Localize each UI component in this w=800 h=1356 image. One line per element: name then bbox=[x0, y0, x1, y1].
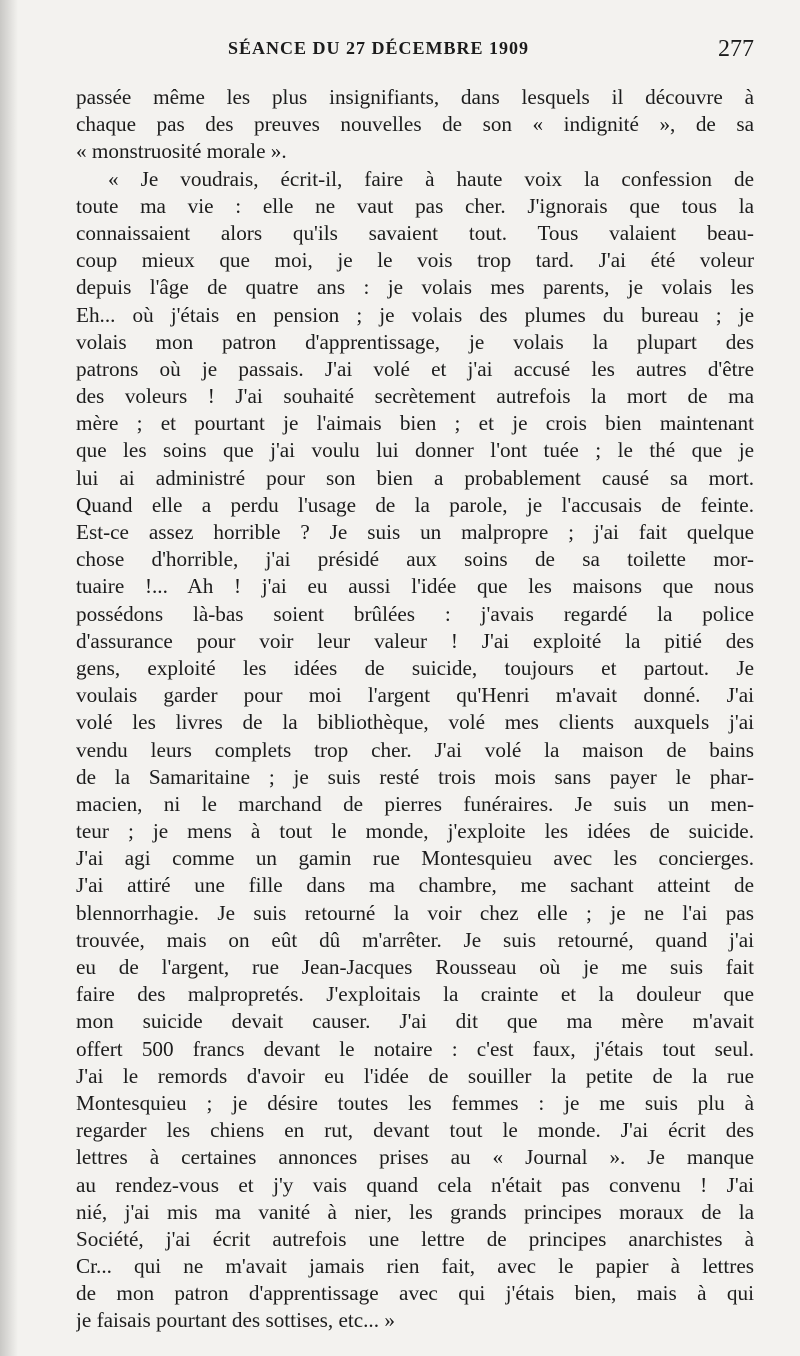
text-line: coup mieux que moi, je le vois trop tard. J'ai été voleur bbox=[76, 248, 754, 273]
text-line: regarder les chiens en rut, devant tout le monde. J'ai écrit des bbox=[76, 1118, 754, 1143]
text-line: lettres à certaines annonces prises au « Journal ». Je manque bbox=[76, 1145, 754, 1170]
text-line: Quand elle a perdu l'usage de la parole, je l'accusais de feinte. bbox=[76, 492, 754, 517]
text-line: J'ai attiré une fille dans ma chambre, me sachant atteint de bbox=[76, 873, 754, 898]
text-line: possédons là-bas soient brûlées : j'avais regardé la police bbox=[76, 601, 754, 626]
page-number: 277 bbox=[718, 36, 754, 62]
text-line: chaque pas des preuves nouvelles de son « indignité », de sa bbox=[76, 112, 754, 137]
text-line: macien, ni le marchand de pierres funéraires. Je suis un men- bbox=[76, 791, 754, 816]
text-line: vendu leurs complets trop cher. J'ai volé la maison de bains bbox=[76, 737, 754, 762]
text-line: mon suicide devait causer. J'ai dit que ma mère m'avait bbox=[76, 1009, 754, 1034]
text-line: passée même les plus insignifiants, dans lesquels il découvre à bbox=[76, 85, 754, 109]
text-line: Est-ce assez horrible ? Je suis un malpropre ; j'ai fait quelque bbox=[76, 520, 754, 544]
text-line: connaissaient alors qu'ils savaient tout. Tous valaient beau- bbox=[76, 220, 754, 245]
text-line: Eh... où j'étais en pension ; je volais des plumes du bureau ; je bbox=[76, 302, 754, 327]
text-line: volais mon patron d'apprentissage, je volais la plupart des bbox=[76, 329, 754, 354]
page-gutter-shadow bbox=[0, 0, 18, 1356]
text-line: au rendez-vous et j'y vais quand cela n'était pas convenu ! J'ai bbox=[76, 1172, 754, 1197]
text-line: volé les livres de la bibliothèque, volé mes clients auxquels j'ai bbox=[76, 710, 754, 735]
text-line: depuis l'âge de quatre ans : je volais mes parents, je volais les bbox=[76, 275, 754, 300]
text-line: des voleurs ! J'ai souhaité secrètement autrefois la mort de ma bbox=[76, 384, 754, 409]
text-line: toute ma vie : elle ne vaut pas cher. J'ignorais que tous la bbox=[76, 193, 754, 218]
text-line: offert 500 francs devant le notaire : c'est faux, j'étais tout seul. bbox=[76, 1036, 754, 1061]
text-line: eu de l'argent, rue Jean-Jacques Rousseau où je me suis fait bbox=[76, 955, 754, 979]
text-line: « monstruosité morale ». bbox=[76, 139, 287, 164]
text-line: teur ; je mens à tout le monde, j'exploite les idées de suicide. bbox=[76, 819, 754, 844]
text-line: Cr... qui ne m'avait jamais rien fait, avec le papier à lettres bbox=[76, 1254, 754, 1279]
text-line: faire des malpropretés. J'exploitais la crainte et la douleur que bbox=[76, 982, 754, 1007]
text-line: nié, j'ai mis ma vanité à nier, les grands principes moraux de la bbox=[76, 1199, 754, 1224]
text-line: patrons où je passais. J'ai volé et j'ai accusé les autres d'être bbox=[76, 356, 754, 381]
text-line: Société, j'ai écrit autrefois une lettre de principes anarchistes à bbox=[76, 1226, 754, 1251]
text-line: lui ai administré pour son bien a probablement causé sa mort. bbox=[76, 465, 754, 490]
text-line: que les soins que j'ai voulu lui donner l'ont tuée ; le thé que je bbox=[76, 438, 754, 463]
text-line: blennorrhagie. Je suis retourné la voir chez elle ; je ne l'ai pas bbox=[76, 900, 754, 925]
text-line: « Je voudrais, écrit-il, faire à haute voix la confession de bbox=[108, 166, 754, 191]
text-line: voulais garder pour moi l'argent qu'Henri m'avait donné. J'ai bbox=[76, 683, 754, 708]
text-line: J'ai agi comme un gamin rue Montesquieu avec les concierges. bbox=[76, 846, 754, 871]
text-line: de mon patron d'apprentissage avec qui j'étais bien, mais à qui bbox=[76, 1281, 754, 1306]
text-line: Montesquieu ; je désire toutes les femmes : je me suis plu à bbox=[76, 1090, 754, 1115]
text-line: J'ai le remords d'avoir eu l'idée de souiller la petite de la rue bbox=[76, 1063, 754, 1088]
text-line: je faisais pourtant des sottises, etc... » bbox=[76, 1308, 395, 1333]
text-line: chose d'horrible, j'ai présidé aux soins de sa toilette mor- bbox=[76, 547, 754, 572]
text-line: mère ; et pourtant je l'aimais bien ; et je crois bien maintenant bbox=[76, 411, 754, 436]
running-title: SÉANCE DU 27 DÉCEMBRE 1909 bbox=[228, 38, 530, 58]
text-line: gens, exploité les idées de suicide, toujours et partout. Je bbox=[76, 655, 754, 680]
text-line: trouvée, mais on eût dû m'arrêter. Je suis retourné, quand j'ai bbox=[76, 927, 754, 952]
text-line: d'assurance pour voir leur valeur ! J'ai exploité la pitié des bbox=[76, 628, 754, 653]
page-header bbox=[76, 34, 754, 74]
body-text bbox=[76, 84, 754, 1335]
text-line: de la Samaritaine ; je suis resté trois mois sans payer le phar- bbox=[76, 764, 754, 789]
text-line: tuaire !... Ah ! j'ai eu aussi l'idée que les maisons que nous bbox=[76, 574, 754, 599]
